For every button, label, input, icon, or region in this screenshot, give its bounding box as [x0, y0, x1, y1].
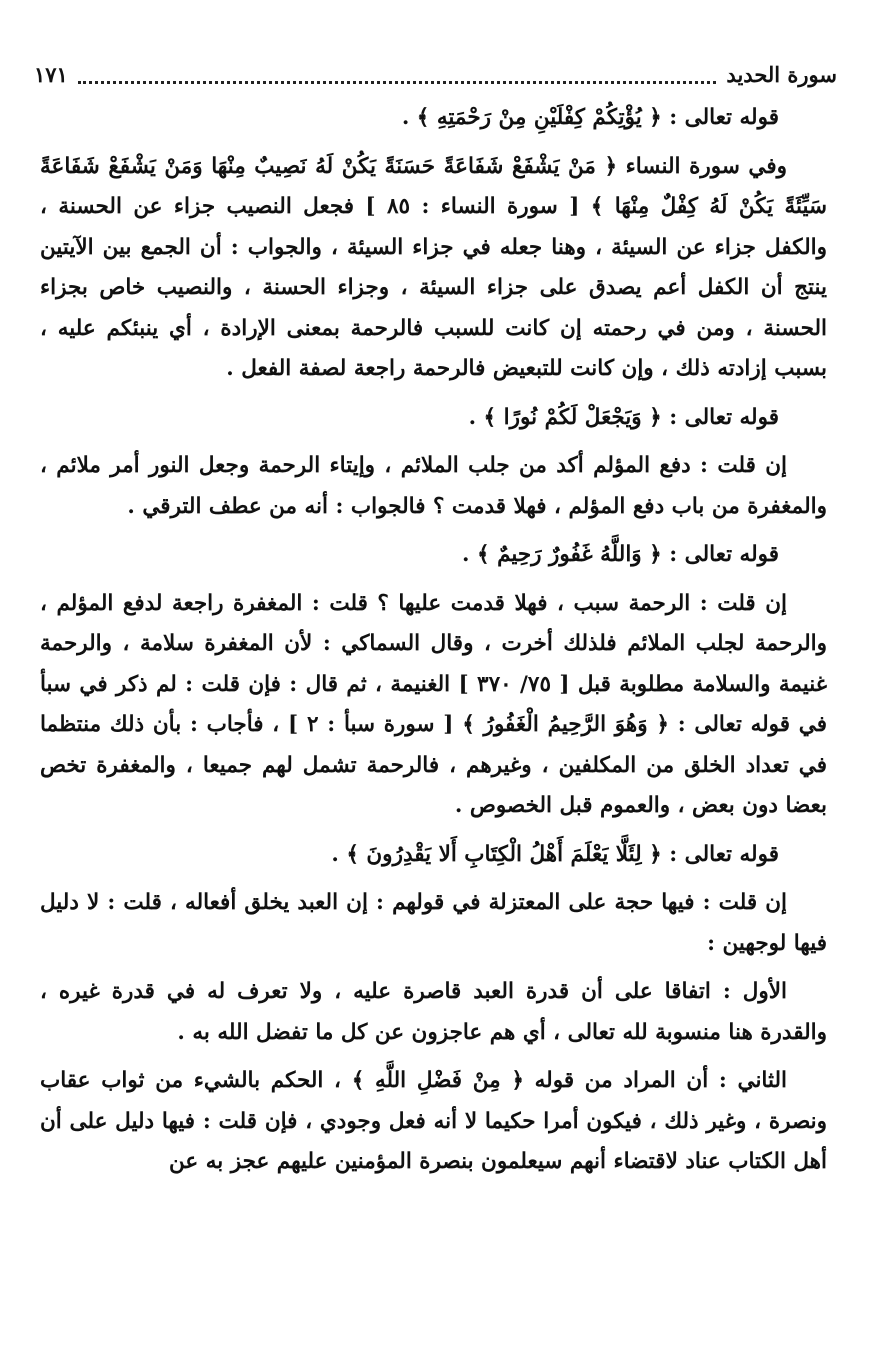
verse-heading: قوله تعالى : ﴿ وَيَجْعَلْ لَكُمْ نُورًا ﴾ .: [468, 404, 779, 430]
commentary-paragraph: وفي سورة النساء ﴿ مَنْ يَشْفَعْ شَفَاعَةً حَسَنَةً يَكُنْ لَهُ نَصِيبٌ مِنْهَا وَمَنْ يَشْفَعْ شَفَاعَةً سَيِّئَةً يَكُنْ لَهُ كِفْلٌ مِنْهَا ﴾ [ سورة النساء : ٨٥ ] فجعل النصيب جزاء عن الحسنة ، والكفل جزاء عن السيئة ، وهنا جعله في جزاء السيئة ، والجواب : أن الجمع بين الآيتين ينتج أن الكفل أعم يصدق على جزاء السيئة ، وجزاء الحسنة ، والنصيب خاص بجزاء الحسنة ، ومن في رحمته إن كانت للسبب فالرحمة بمعنى الإرادة ، أي ينبئكم عليه ، بسبب إزادته ذلك ، وإن كانت للتبعيض فالرحمة راجعة لصفة الفعل .: [40, 153, 827, 381]
commentary-paragraph: الأول : اتفاقا على أن قدرة العبد قاصرة عليه ، ولا تعرف له في قدرة غيره ، والقدرة هنا منسوبة لله تعالى ، أي هم عاجزون عن كل ما تفضل الله به .: [40, 979, 827, 1045]
page-number: ١٧١: [34, 61, 68, 87]
verse-heading: قوله تعالى : ﴿ يُؤْتِكُمْ كِفْلَيْنِ مِنْ رَحْمَتِهِ ﴾ .: [401, 105, 779, 130]
surah-title: سورة الحديد: [726, 61, 837, 87]
verse-heading: قوله تعالى : ﴿ وَاللَّهُ غَفُورٌ رَحِيمٌ ﴾ .: [462, 542, 779, 567]
page-body: [40, 98, 827, 1191]
header-dotted-leader: [78, 65, 717, 84]
commentary-paragraph: إن قلت : الرحمة سبب ، فهلا قدمت عليها ؟ قلت : المغفرة راجعة لدفع المؤلم ، والرحمة لجلب الملائم فلذلك أخرت ، وقال السماكي : لأن المغفرة سلامة ، والرحمة غنيمة والسلامة مطلوبة قبل [ ٧٥/ ٣٧٠ ] الغنيمة ، ثم قال : فإن قلت : لم ذكر في سبأ في قوله تعالى : ﴿ وَهُوَ الرَّحِيمُ الْغَفُورُ ﴾ [ سورة سبأ : ٢ ] ، فأجاب : بأن ذلك منتظما في تعداد الخلق من المكلفين ، وغيرهم ، فالرحمة تشمل لهم جميعا ، والمغفرة تخص بعضا دون بعض ، والعموم قبل الخصوص .: [40, 590, 827, 818]
commentary-paragraph: الثاني : أن المراد من قوله ﴿ مِنْ فَضْلِ اللَّهِ ﴾ ، الحكم بالشيء من ثواب عقاب ونصرة ، وغير ذلك ، فيكون أمرا حكيما لا أنه فعل وجودي ، فإن قلت : فيها دليل على أن أهل الكتاب عناد لاقتضاء أنهم سيعلمون بنصرة المؤمنين عليهم عجز به عن: [40, 1068, 827, 1174]
page-header: [34, 58, 837, 90]
commentary-paragraph: إن قلت : فيها حجة على المعتزلة في قولهم : إن العبد يخلق أفعاله ، قلت : لا دليل فيها لوجهين :: [40, 890, 827, 956]
verse-heading: قوله تعالى : ﴿ لِئَلَّا يَعْلَمَ أَهْلُ الْكِتَابِ أَلا يَقْدِرُونَ ﴾ .: [331, 841, 779, 867]
commentary-paragraph: إن قلت : دفع المؤلم أكد من جلب الملائم ، وإيتاء الرحمة وجعل النور أمر ملائم ، والمغفرة من باب دفع المؤلم ، فهلا قدمت ؟ فالجواب : أنه من عطف الترقي .: [40, 453, 827, 519]
